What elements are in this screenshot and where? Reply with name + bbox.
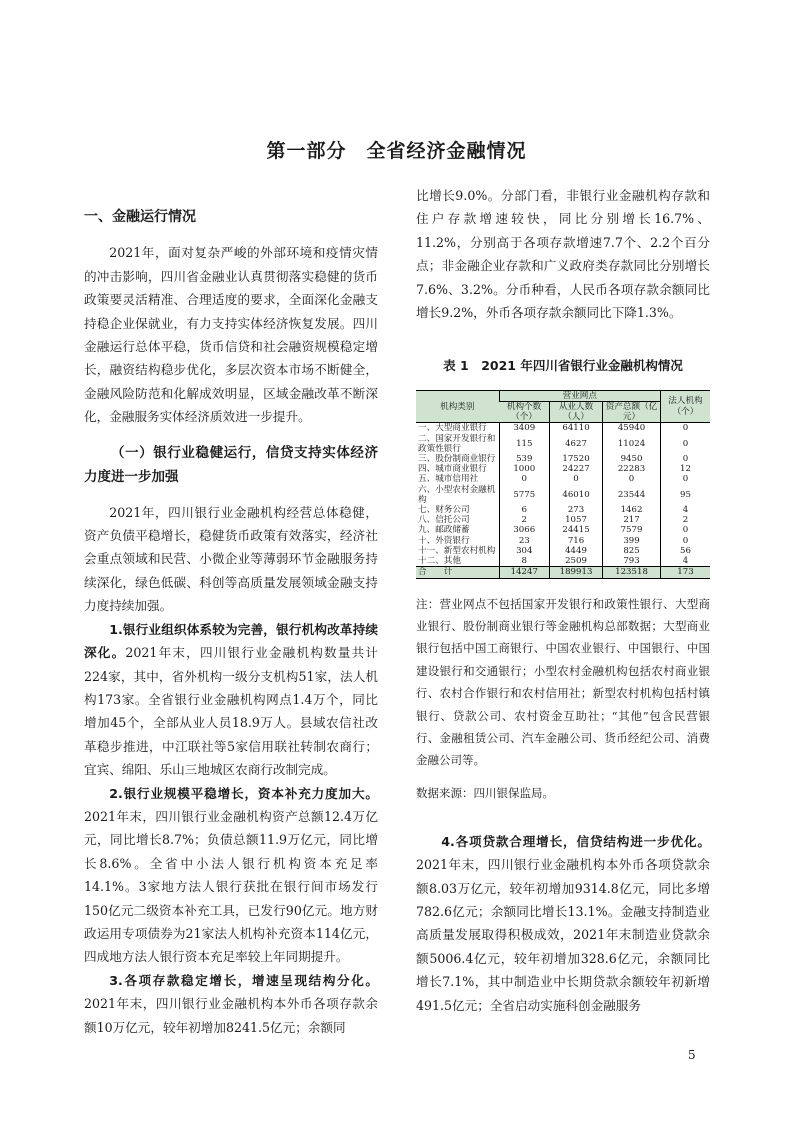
cell-staff: 2509 [549, 556, 602, 567]
cell-assets: 825 [603, 546, 661, 556]
cell-staff: 24227 [549, 464, 602, 474]
cell-legal: 2 [660, 515, 710, 525]
cell-name: 合 计 [416, 567, 499, 578]
table-row [416, 505, 710, 515]
cell-legal: 12 [660, 464, 710, 474]
cell-staff: 4449 [549, 546, 602, 556]
left-column [84, 184, 378, 1039]
cell-staff: 1057 [549, 515, 602, 525]
cell-assets: 45940 [603, 423, 661, 434]
table-row [416, 474, 710, 484]
paragraph-2-text: 2021年末，四川银行业金融机构资产总额12.4万亿元，同比增长8.7%；负债总额11.9万亿元，同比增长8.6%。全省中小法人银行机构资本充足率14.1%。3家地方法人银行获批在银行间市场发行150亿元二级资本补充工具，已发行90亿元。地方财政运用专项债券为21家法人机构补充资本114亿元，四成地方法人银行资本充足率较上年同期提升。 [84, 808, 378, 965]
table-row [416, 536, 710, 546]
cell-assets: 399 [603, 536, 661, 546]
cell-name: 八、信托公司 [418, 515, 470, 526]
cell-count: 0 [499, 474, 549, 484]
cell-count: 115 [499, 434, 549, 454]
cell-assets: 22283 [603, 464, 661, 474]
cell-name: 三、股份制商业银行 [418, 454, 496, 465]
intro-paragraph: 2021年，面对复杂严峻的外部环境和疫情灾情的冲击影响，四川省金融业认真贯彻落实稳健的货币政策要灵活精准、合理适度的要求，全面深化金融支持稳企业保就业，有力支持实体经济恢复发展。四川金融运行总体平稳，货币信贷和社会融资规模稳定增长，融资结构稳步优化，多层次资本市场不断健全，金融风险防范和化解成效明显，区域金融改革不断深化，金融服务实体经济质效进一步提升。 [84, 245, 378, 425]
page-title: 第一部分 全省经济金融情况 [266, 140, 527, 162]
cell-name: 五、城市信用社 [418, 474, 479, 485]
cell-name: 六、小型农村金融机构 [418, 484, 496, 505]
paragraph-4 [416, 830, 710, 1017]
cell-staff: 716 [549, 536, 602, 546]
header-count: 机构个数（个） [499, 402, 549, 423]
cell-staff: 24415 [549, 525, 602, 535]
cell-assets: 793 [603, 556, 661, 567]
continued-paragraph: 比增长9.0%。分部门看，非银行业金融机构存款和住户存款增速较快，同比分别增长16.7%、11.2%，分别高于各项存款增速7.7个、2.2个百分点；非金融企业存款和广义政府类存款同比分别增长7.6%、3.2%。分币种看，人民币各项存款余额同比增长9.2%，外币各项存款余额同比下降1.3%。 [416, 188, 710, 321]
page-number: 5 [688, 1048, 696, 1062]
bank-institutions-table [416, 390, 710, 579]
cell-assets: 217 [603, 515, 661, 525]
cell-assets: 23544 [603, 485, 661, 505]
cell-legal: 0 [660, 536, 710, 546]
paragraph-2-lead: 2.银行业规模平稳增长，资本补充力度加大。 [109, 785, 378, 801]
cell-name: 七、财务公司 [418, 505, 470, 516]
table-row [416, 485, 710, 505]
cell-name: 十、外资银行 [418, 535, 470, 546]
cell-legal: 4 [660, 556, 710, 567]
cell-legal: 0 [660, 454, 710, 464]
cell-staff: 273 [549, 505, 602, 515]
table-row [416, 546, 710, 556]
cell-name: 四、城市商业银行 [418, 464, 487, 475]
cell-assets: 7579 [603, 525, 661, 535]
cell-count: 2 [499, 515, 549, 525]
header-category: 机构类别 [416, 390, 499, 423]
cell-staff: 17520 [549, 454, 602, 464]
cell-count: 23 [499, 536, 549, 546]
header-staff: 从业人数（人） [549, 402, 602, 423]
table-row [416, 515, 710, 525]
cell-assets: 11024 [603, 434, 661, 454]
cell-count: 1000 [499, 464, 549, 474]
paragraph-4-lead: 4.各项贷款合理增长，信贷结构进一步优化。 [441, 833, 710, 849]
cell-staff: 0 [549, 474, 602, 484]
cell-name: 二、国家开发银行和政策性银行 [418, 433, 496, 454]
cell-legal: 0 [660, 474, 710, 484]
cell-assets: 0 [603, 474, 661, 484]
subsection-paragraph: 2021年，四川银行业金融机构经营总体稳健，资产负债平稳增长，稳健货币政策有效落实，经济社会重点领域和民营、小微企业等薄弱环节金融服务持续深化，绿色低碳、科创等高质量发展领域金融支持力度持续加强。 [84, 504, 378, 614]
cell-legal: 95 [660, 485, 710, 505]
cell-staff: 46010 [549, 485, 602, 505]
cell-count: 304 [499, 546, 549, 556]
cell-assets: 1462 [603, 505, 661, 515]
cell-assets: 9450 [603, 454, 661, 464]
cell-name: 九、邮政储蓄 [418, 525, 470, 536]
paragraph-3-lead: 3.各项存款稳定增长，增速呈现结构分化。 [109, 972, 378, 988]
cell-count: 6 [499, 505, 549, 515]
cell-count: 539 [499, 454, 549, 464]
header-legal: 法人机构（个） [660, 390, 710, 423]
cell-count: 5775 [499, 485, 549, 505]
paragraph-1 [84, 618, 378, 782]
cell-legal: 0 [660, 434, 710, 454]
paragraph-1-text: 2021年末，四川银行业金融机构数量共计224家，其中，省外机构一级分支机构51家，法人机构173家。全省银行业金融机构网点1.4万个，同比增加45个，全部从业人员18.9万人。县域农信社改革稳步推进，中江联社等5家信用联社转制农商行；宜宾、绵阳、乐山三地城区农商行改制完成。 [84, 645, 378, 778]
header-assets: 资产总额（亿元） [603, 402, 661, 423]
cell-count: 8 [499, 556, 549, 567]
paragraph-3 [84, 969, 378, 1039]
cell-staff: 4627 [549, 434, 602, 454]
table-row [416, 434, 710, 454]
cell-legal: 0 [660, 423, 710, 434]
cell-staff: 189913 [549, 567, 602, 578]
right-column [416, 184, 710, 1017]
cell-count: 3066 [499, 525, 549, 535]
cell-count: 3409 [499, 423, 549, 434]
cell-name: 十二、其他 [418, 556, 461, 567]
cell-legal: 4 [660, 505, 710, 515]
paragraph-4-text: 2021年末，四川银行业金融机构本外币各项贷款余额8.03万亿元，较年初增加9314.8亿元，同比多增782.6亿元；余额同比增长13.1%。金融支持制造业高质量发展取得积极成效，2021年末制造业贷款余额5006.4亿元，较年初增加328.6亿元，余额同比增长7.1%，其中制造业中长期贷款余额较年初新增491.5亿元；全省启动实施科创金融服务 [416, 857, 710, 1013]
subsection-heading: （一）银行业稳健运行，信贷支持实体经济力度进一步加强 [84, 444, 378, 485]
paragraph-2 [84, 782, 378, 969]
table-note: 注：营业网点不包括国家开发银行和政策性银行、大型商业银行、股份制商业银行等金融机构总部数据；大型商业银行包括中国工商银行、中国农业银行、中国银行、中国建设银行和交通银行；小型农村金融机构包括农村商业银行、农村合作银行和农村信用社；新型农村机构包括村镇银行、贷款公司、农村资金互助社；“其他”包含民营银行、金融租赁公司、汽车金融公司、货币经纪公司、消费金融公司等。 [416, 596, 710, 768]
header-outlets: 营业网点 [499, 390, 660, 401]
data-source: 数据来源：四川银保监局。 [416, 785, 554, 800]
table-row [416, 464, 710, 474]
cell-staff: 64110 [549, 423, 602, 434]
section-heading: 一、金融运行情况 [84, 209, 196, 225]
cell-legal: 0 [660, 525, 710, 535]
cell-legal: 56 [660, 546, 710, 556]
table-caption: 表 1 2021 年四川省银行业金融机构情况 [443, 358, 683, 374]
table-row [416, 454, 710, 464]
cell-name: 一、大型商业银行 [418, 423, 487, 434]
table-body [416, 423, 710, 578]
cell-assets: 123518 [603, 567, 661, 578]
cell-count: 14247 [499, 567, 549, 578]
table-total-row [416, 567, 710, 578]
paragraph-1-lead: 1.银行业组织体系较为完善，银行机构改革持续深化。 [84, 621, 378, 661]
table-row [416, 525, 710, 535]
table-row [416, 556, 710, 567]
table-row [416, 423, 710, 434]
cell-name: 十一、新型农村机构 [418, 545, 496, 556]
cell-legal: 173 [660, 567, 710, 578]
paragraph-3-text: 2021年末，四川银行业金融机构本外币各项存款余额10万亿元，较年初增加8241.5亿元；余额同 [84, 996, 378, 1035]
